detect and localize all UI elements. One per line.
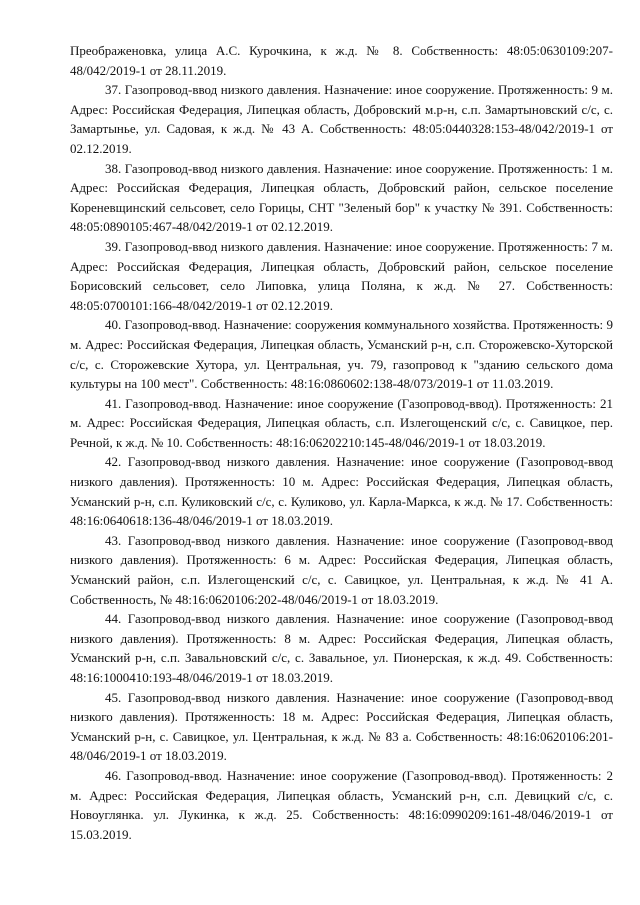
list-item-38: 38. Газопровод-ввод низкого давления. Назначение: иное сооружение. Протяженность: 1 м. Адрес: Российская Федерация, Липецкая область, Добровский район, сельское поселение Кореневщинский сельсовет, село Горицы, СНТ "Зеленый бор" к участку № 391. Собственность: 48:05:0890105:467-48/042/2019-1 от 02.12.2019. [70,160,613,235]
list-item-42: 42. Газопровод-ввод низкого давления. Назначение: иное сооружение (Газопровод-ввод низкого давления). Протяженность: 10 м. Адрес: Российская Федерация, Липецкая область, Усманский р-н, с.п. Куликовский с/с, с. Куликово, ул. Карла-Маркса, к ж.д. № 17. Собственность: 48:16:0640618:136-48/046/2019-1 от 18.03.2019. [70,454,613,529]
document-page [70,41,613,844]
list-item-43: 43. Газопровод-ввод низкого давления. Назначение: иное сооружение (Газопровод-ввод низкого давления). Протяженность: 6 м. Адрес: Российская Федерация, Липецкая область, Усманский район, с.п. Излегощенский с/с, с. Савицкое, ул. Центральная, к ж.д. № 41 А. Собственность, № 48:16:0620106:202-48/046/2019-1 от 18.03.2019. [70,532,613,607]
list-item-44: 44. Газопровод-ввод низкого давления. Назначение: иное сооружение (Газопровод-ввод низкого давления). Протяженность: 8 м. Адрес: Российская Федерация, Липецкая область, Усманский р-н, с.п. Завальновский с/с, с. Завальное, ул. Пионерская, к ж.д. 49. Собственность: 48:16:1000410:193-48/046/2019-1 от 18.03.2019. [70,611,613,685]
list-item-46: 46. Газопровод-ввод. Назначение: иное сооружение (Газопровод-ввод). Протяженность: 2 м. Адрес: Российская Федерация, Липецкая область, Усманский р-н, с.п. Девицкий с/с, с. Новоуглянка. ул. Лукинка, к ж.д. 25. Собственность: 48:16:0990209:161-48/046/2019-1 от 15.03.2019. [70,767,613,842]
list-item-37: 37. Газопровод-ввод низкого давления. Назначение: иное сооружение. Протяженность: 9 м. Адрес: Российская Федерация, Липецкая область, Добровский м.р-н, с.п. Замартыновский с/с, с. Замартынье, ул. Садовая, к ж.д. № 43 А. Собственность: 48:05:0440328:153-48/042/2019-1 от 02.12.2019. [70,82,613,156]
list-item-39: 39. Газопровод-ввод низкого давления. Назначение: иное сооружение. Протяженность: 7 м. Адрес: Российская Федерация, Липецкая область, Добровский район, сельское поселение Борисовский сельсовет, село Липовка, улица Поляна, к ж.д. № 27. Собственность: 48:05:0700101:166-48/042/2019-1 от 02.12.2019. [70,238,613,313]
list-item-45: 45. Газопровод-ввод низкого давления. Назначение: иное сооружение (Газопровод-ввод низкого давления). Протяженность: 18 м. Адрес: Российская Федерация, Липецкая область, Усманский р-н, с. Савицкое, ул. Центральная, к ж.д. № 83 а. Собственность: 48:16:0620106:201-48/046/2019-1 от 18.03.2019. [70,689,613,764]
paragraph-continuation: Преображеновка, улица А.С. Курочкина, к ж.д. № 8. Собственность: 48:05:0630109:207-48/042/2019-1 от 28.11.2019. [70,43,613,78]
list-item-41: 41. Газопровод-ввод. Назначение: иное сооружение (Газопровод-ввод). Протяженность: 21 м. Адрес: Российская Федерация, Липецкая область, с.п. Излегощенский с/с, с. Савицкое, пер. Речной, к ж.д. № 10. Собственность: 48:16:06202210:145-48/046/2019-1 от 18.03.2019. [70,395,613,450]
list-item-40: 40. Газопровод-ввод. Назначение: сооружения коммунального хозяйства. Протяженность: 9 м. Адрес: Российская Федерация, Липецкая область, Усманский р-н, с.п. Сторожевско-Хуторской с/с, с. Сторожевские Хутора, ул. Центральная, уч. 79, газопровод к "зданию сельского дома культуры на 100 мест". Собственность: 48:16:0860602:138-48/073/2019-1 от 11.03.2019. [70,317,613,392]
